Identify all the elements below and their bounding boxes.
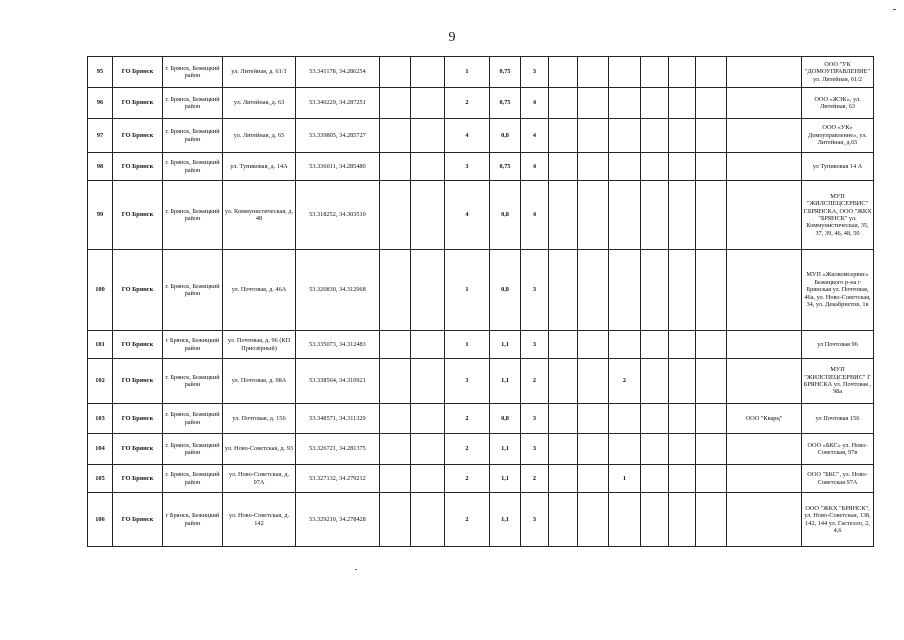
table-body <box>88 57 874 547</box>
coordinates: 53.336011, 34.285480 <box>296 153 380 181</box>
empty-cell <box>411 57 445 88</box>
empty-cell <box>696 88 727 119</box>
district: г Брянск, Бежицкий район <box>163 493 223 547</box>
waste-site-registry-table <box>87 56 874 547</box>
empty-cell <box>669 57 696 88</box>
municipality: ГО Брянск <box>113 181 163 250</box>
pickup-frequency: 3 <box>521 331 549 359</box>
operator <box>727 119 802 153</box>
container-volume: 0,8 <box>490 250 521 331</box>
empty-cell <box>696 119 727 153</box>
operator <box>727 331 802 359</box>
container-volume: 1,1 <box>490 465 521 493</box>
container-volume: 1,1 <box>490 359 521 404</box>
row-number: 101 <box>88 331 113 359</box>
container-count: 2 <box>445 493 490 547</box>
empty-cell <box>669 465 696 493</box>
district: г. Брянск, Бежицкий район <box>163 57 223 88</box>
operator: ООО "Кварц" <box>727 404 802 434</box>
empty-cell <box>380 250 411 331</box>
management-company: ООО «БКС» ул. Ново-Советская, 97в <box>802 434 874 465</box>
table-row <box>88 434 874 465</box>
empty-cell <box>578 250 609 331</box>
empty-cell <box>578 359 609 404</box>
empty-cell <box>380 434 411 465</box>
empty-cell <box>696 493 727 547</box>
empty-cell <box>641 119 669 153</box>
table-row <box>88 153 874 181</box>
address: ул. Литейная, д. 61/1 <box>223 57 296 88</box>
empty-cell <box>549 404 578 434</box>
empty-cell <box>549 434 578 465</box>
empty-cell <box>669 331 696 359</box>
pickup-frequency: 4 <box>521 153 549 181</box>
pickup-frequency: 3 <box>521 404 549 434</box>
container-count: 1 <box>445 250 490 331</box>
district: г. Брянск, Бежицкий район <box>163 88 223 119</box>
empty-cell <box>380 57 411 88</box>
coordinates: 53.339805, 34.285727 <box>296 119 380 153</box>
extra-count <box>609 250 641 331</box>
empty-cell <box>669 181 696 250</box>
extra-count <box>609 57 641 88</box>
empty-cell <box>641 404 669 434</box>
empty-cell <box>411 181 445 250</box>
container-count: 2 <box>445 434 490 465</box>
empty-cell <box>549 119 578 153</box>
empty-cell <box>578 331 609 359</box>
empty-cell <box>578 404 609 434</box>
address: ул. Почтовая, д. 96 (КП Приозёрный) <box>223 331 296 359</box>
empty-cell <box>696 359 727 404</box>
empty-cell <box>578 57 609 88</box>
row-number: 100 <box>88 250 113 331</box>
coordinates: 53.318252, 34.303510 <box>296 181 380 250</box>
management-company: МУП "ЖИЛСПЕЦСЕРВИС" Г БРЯНСКА ул. Почтовая , 98а <box>802 359 874 404</box>
empty-cell <box>578 181 609 250</box>
address: ул. Ново-Советская, д. 142 <box>223 493 296 547</box>
management-company: ООО "БКС", ул. Ново-Советская 97А <box>802 465 874 493</box>
coordinates: 53.341178, 34.286254 <box>296 57 380 88</box>
address: ул. Литейная, д. 65 <box>223 119 296 153</box>
empty-cell <box>578 434 609 465</box>
municipality: ГО Брянск <box>113 57 163 88</box>
extra-count <box>609 434 641 465</box>
container-count: 2 <box>445 88 490 119</box>
empty-cell <box>641 88 669 119</box>
municipality: ГО Брянск <box>113 119 163 153</box>
empty-cell <box>549 181 578 250</box>
row-number: 96 <box>88 88 113 119</box>
row-number: 102 <box>88 359 113 404</box>
district: г. Брянск, Бежицкий район <box>163 181 223 250</box>
container-count: 4 <box>445 119 490 153</box>
district: г. Брянск, Бежицкий район <box>163 404 223 434</box>
container-count: 2 <box>445 404 490 434</box>
extra-count: 2 <box>609 359 641 404</box>
empty-cell <box>411 331 445 359</box>
empty-cell <box>578 493 609 547</box>
pickup-frequency: 4 <box>521 181 549 250</box>
extra-count: 1 <box>609 465 641 493</box>
table-row <box>88 331 874 359</box>
operator <box>727 493 802 547</box>
municipality: ГО Брянск <box>113 359 163 404</box>
operator <box>727 359 802 404</box>
empty-cell <box>641 434 669 465</box>
district: г. Брянск, Бежицкий район <box>163 359 223 404</box>
empty-cell <box>578 119 609 153</box>
extra-count <box>609 493 641 547</box>
empty-cell <box>669 119 696 153</box>
management-company: МУП "ЖИЛСПЕЦСЕРВИС" Г.БРЯНСКА, ООО "ЖКХ "БРЯНСК" ул. Коммунистическая, 35, 37, 39, 46, 48, 50 <box>802 181 874 250</box>
container-count: 1 <box>445 331 490 359</box>
management-company: МУП «Жилкомсервис» Бежицкого р-на г Брянская ул. Почтовая, 46а, ул. Ново-Советская, 34, ул. Декабристов, 1в <box>802 250 874 331</box>
coordinates: 53.335073, 34.312483 <box>296 331 380 359</box>
row-number: 104 <box>88 434 113 465</box>
empty-cell <box>669 434 696 465</box>
empty-cell <box>380 493 411 547</box>
management-company: ООО "ЖКХ "БРЯНСК", ул. Ново-Советская, 138, 142, 144 ул. Гастелло, 2, 4,6 <box>802 493 874 547</box>
district: г. Брянск, Бежицкий район <box>163 434 223 465</box>
municipality: ГО Брянск <box>113 88 163 119</box>
coordinates: 53.326721, 34.281375 <box>296 434 380 465</box>
empty-cell <box>411 153 445 181</box>
container-count: 3 <box>445 153 490 181</box>
row-number: 99 <box>88 181 113 250</box>
empty-cell <box>411 250 445 331</box>
empty-cell <box>641 181 669 250</box>
table-row <box>88 465 874 493</box>
empty-cell <box>669 153 696 181</box>
empty-cell <box>641 331 669 359</box>
coordinates: 53.320830, 34.312968 <box>296 250 380 331</box>
empty-cell <box>669 493 696 547</box>
table-row <box>88 119 874 153</box>
operator <box>727 465 802 493</box>
extra-count <box>609 153 641 181</box>
coordinates: 53.338564, 34.310921 <box>296 359 380 404</box>
container-volume: 0,8 <box>490 119 521 153</box>
address: ул. Почтовая, д. 46А <box>223 250 296 331</box>
empty-cell <box>669 359 696 404</box>
page-number: 9 <box>448 30 456 45</box>
pickup-frequency: 2 <box>521 465 549 493</box>
address: ул. Почтовая, д. 156 <box>223 404 296 434</box>
empty-cell <box>411 88 445 119</box>
row-number: 105 <box>88 465 113 493</box>
row-number: 98 <box>88 153 113 181</box>
municipality: ГО Брянск <box>113 434 163 465</box>
operator <box>727 181 802 250</box>
pickup-frequency: 4 <box>521 119 549 153</box>
empty-cell <box>696 57 727 88</box>
management-company: ул Почтовая 96 <box>802 331 874 359</box>
table-row <box>88 88 874 119</box>
operator <box>727 250 802 331</box>
empty-cell <box>380 181 411 250</box>
container-count: 4 <box>445 181 490 250</box>
empty-cell <box>578 88 609 119</box>
container-volume: 1,1 <box>490 434 521 465</box>
pickup-frequency: 4 <box>521 88 549 119</box>
extra-count <box>609 88 641 119</box>
empty-cell <box>641 493 669 547</box>
empty-cell <box>380 404 411 434</box>
row-number: 103 <box>88 404 113 434</box>
pickup-frequency: 3 <box>521 493 549 547</box>
empty-cell <box>696 465 727 493</box>
empty-cell <box>549 57 578 88</box>
scan-speck <box>355 569 357 570</box>
table-row <box>88 493 874 547</box>
empty-cell <box>411 434 445 465</box>
scan-mark <box>893 9 896 10</box>
row-number: 106 <box>88 493 113 547</box>
management-company: ул Почтовая 156 <box>802 404 874 434</box>
district: г. Брянск, Бежицкий район <box>163 153 223 181</box>
empty-cell <box>669 88 696 119</box>
district: г. Брянск, Бежицкий район <box>163 119 223 153</box>
district: г Брянск, Бежицкий район <box>163 331 223 359</box>
table-row <box>88 250 874 331</box>
empty-cell <box>380 88 411 119</box>
extra-count <box>609 404 641 434</box>
empty-cell <box>641 250 669 331</box>
municipality: ГО Брянск <box>113 250 163 331</box>
empty-cell <box>696 153 727 181</box>
empty-cell <box>696 434 727 465</box>
municipality: ГО Брянск <box>113 153 163 181</box>
district: г. Брянск, Бежицкий район <box>163 250 223 331</box>
municipality: ГО Брянск <box>113 465 163 493</box>
empty-cell <box>549 493 578 547</box>
coordinates: 53.340229, 34.287251 <box>296 88 380 119</box>
container-volume: 0,75 <box>490 57 521 88</box>
table-row <box>88 359 874 404</box>
empty-cell <box>669 404 696 434</box>
empty-cell <box>696 331 727 359</box>
empty-cell <box>380 465 411 493</box>
address: ул. Ново-Советская, д. 97А <box>223 465 296 493</box>
empty-cell <box>696 250 727 331</box>
extra-count <box>609 181 641 250</box>
empty-cell <box>549 250 578 331</box>
extra-count <box>609 119 641 153</box>
container-count: 1 <box>445 57 490 88</box>
operator <box>727 88 802 119</box>
pickup-frequency: 3 <box>521 57 549 88</box>
empty-cell <box>549 153 578 181</box>
container-volume: 1,1 <box>490 331 521 359</box>
municipality: ГО Брянск <box>113 493 163 547</box>
management-company: ул Тупиковая 14 А <box>802 153 874 181</box>
management-company: ООО «ЖЭК», ул. Литейная, 63 <box>802 88 874 119</box>
management-company: ООО «УК» Домоуправление», ул. Литейная, д.65 <box>802 119 874 153</box>
extra-count <box>609 331 641 359</box>
municipality: ГО Брянск <box>113 404 163 434</box>
container-volume: 0,8 <box>490 404 521 434</box>
table-row <box>88 57 874 88</box>
pickup-frequency: 3 <box>521 250 549 331</box>
empty-cell <box>549 88 578 119</box>
row-number: 95 <box>88 57 113 88</box>
container-volume: 1,1 <box>490 493 521 547</box>
empty-cell <box>669 250 696 331</box>
empty-cell <box>380 153 411 181</box>
coordinates: 53.329210, 34.278428 <box>296 493 380 547</box>
container-volume: 0,75 <box>490 153 521 181</box>
coordinates: 53.327132, 34.279212 <box>296 465 380 493</box>
container-volume: 0,75 <box>490 88 521 119</box>
operator <box>727 434 802 465</box>
address: ул. Литейная, д. 63 <box>223 88 296 119</box>
empty-cell <box>549 465 578 493</box>
empty-cell <box>641 359 669 404</box>
empty-cell <box>411 119 445 153</box>
operator <box>727 57 802 88</box>
empty-cell <box>411 465 445 493</box>
empty-cell <box>641 465 669 493</box>
empty-cell <box>578 465 609 493</box>
row-number: 97 <box>88 119 113 153</box>
empty-cell <box>549 359 578 404</box>
municipality: ГО Брянск <box>113 331 163 359</box>
empty-cell <box>578 153 609 181</box>
empty-cell <box>696 181 727 250</box>
empty-cell <box>641 57 669 88</box>
empty-cell <box>380 331 411 359</box>
empty-cell <box>380 119 411 153</box>
district: г. Брянск, Бежицкий район <box>163 465 223 493</box>
pickup-frequency: 2 <box>521 359 549 404</box>
container-count: 3 <box>445 359 490 404</box>
empty-cell <box>411 493 445 547</box>
table-row <box>88 181 874 250</box>
empty-cell <box>380 359 411 404</box>
address: ул. Ново-Советская, д. 93 <box>223 434 296 465</box>
pickup-frequency: 3 <box>521 434 549 465</box>
address: ул. Почтовая, д. 98А <box>223 359 296 404</box>
empty-cell <box>411 359 445 404</box>
empty-cell <box>549 331 578 359</box>
address: ул. Тупиковая, д. 14А <box>223 153 296 181</box>
operator <box>727 153 802 181</box>
container-volume: 0,8 <box>490 181 521 250</box>
coordinates: 53.348571, 34.311329 <box>296 404 380 434</box>
empty-cell <box>411 404 445 434</box>
address: ул. Коммунистическая, д. 48 <box>223 181 296 250</box>
management-company: ООО "УК "ДОМОУПРАВЛЕНИЕ" ул. Литейная, 61/2 <box>802 57 874 88</box>
container-count: 2 <box>445 465 490 493</box>
empty-cell <box>641 153 669 181</box>
empty-cell <box>696 404 727 434</box>
table-row <box>88 404 874 434</box>
